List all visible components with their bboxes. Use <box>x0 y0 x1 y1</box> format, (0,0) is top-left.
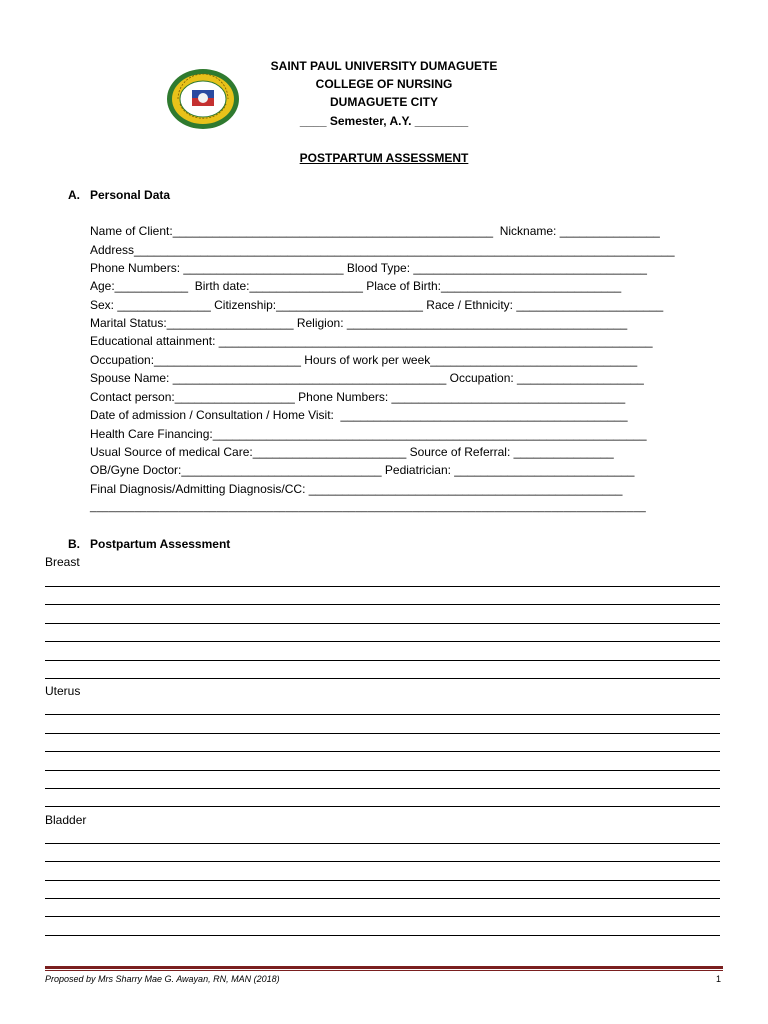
field-name-of-client[interactable]: Name of Client:________________________________________________ Nickname: _______________ <box>90 224 660 238</box>
uterus-line-5[interactable] <box>45 788 720 789</box>
field-spouse[interactable]: Spouse Name: _________________________________________ Occupation: ___________________ <box>90 371 644 385</box>
field-marital-religion[interactable]: Marital Status:___________________ Religion: __________________________________________ <box>90 316 628 330</box>
section-a-letter: A. <box>68 188 80 202</box>
field-address[interactable]: Address_________________________________________________________________________________ <box>90 243 675 257</box>
page-number: 1 <box>716 974 722 984</box>
uterus-line-1[interactable] <box>45 714 720 715</box>
field-sex-citizenship[interactable]: Sex: ______________ Citizenship:______________________ Race / Ethnicity: ______________________ <box>90 298 664 312</box>
field-medical-care-referral[interactable]: Usual Source of medical Care:_______________________ Source of Referral: _______________ <box>90 445 614 459</box>
field-contact-person[interactable]: Contact person:__________________ Phone Numbers: ___________________________________ <box>90 390 626 404</box>
uterus-line-3[interactable] <box>45 751 720 752</box>
footer-rule-thick <box>45 966 723 969</box>
footer-rule-thin <box>45 970 723 971</box>
bladder-line-3[interactable] <box>45 880 720 881</box>
form-title: POSTPARTUM ASSESSMENT <box>299 151 469 165</box>
uterus-line-4[interactable] <box>45 770 720 771</box>
breast-line-4[interactable] <box>45 641 720 642</box>
breast-line-2[interactable] <box>45 604 720 605</box>
breast-line-6[interactable] <box>45 678 720 679</box>
field-obgyne-pediatrician[interactable]: OB/Gyne Doctor:______________________________ Pediatrician: ___________________________ <box>90 463 635 477</box>
uterus-line-6[interactable] <box>45 806 720 807</box>
breast-line-1[interactable] <box>45 586 720 587</box>
subsection-uterus-label: Uterus <box>45 684 81 698</box>
subsection-bladder-label: Bladder <box>45 813 87 827</box>
field-phone-blood-type[interactable]: Phone Numbers: ________________________ Blood Type: ___________________________________ <box>90 261 647 275</box>
field-health-care-financing[interactable]: Health Care Financing:_________________________________________________________________ <box>90 427 647 441</box>
field-diagnosis-continued[interactable]: ________________________________________________________________________________________ <box>90 501 646 513</box>
section-a-title: Personal Data <box>90 188 171 202</box>
bladder-line-1[interactable] <box>45 843 720 844</box>
city-name: DUMAGUETE CITY <box>330 95 438 109</box>
breast-line-3[interactable] <box>45 623 720 624</box>
bladder-line-2[interactable] <box>45 861 720 862</box>
section-b-title: Postpartum Assessment <box>90 537 231 551</box>
university-name: SAINT PAUL UNIVERSITY DUMAGUETE <box>270 59 498 73</box>
subsection-breast-label: Breast <box>45 555 80 569</box>
college-name: COLLEGE OF NURSING <box>315 77 453 91</box>
section-b-letter: B. <box>68 537 80 551</box>
breast-line-5[interactable] <box>45 660 720 661</box>
field-date-of-admission[interactable]: Date of admission / Consultation / Home Visit: ___________________________________________ <box>90 408 628 422</box>
uterus-line-2[interactable] <box>45 733 720 734</box>
field-occupation-hours[interactable]: Occupation:______________________ Hours of work per week_______________________________ <box>90 353 638 367</box>
semester-line: ____ Semester, A.Y. ________ <box>299 114 469 128</box>
bladder-line-5[interactable] <box>45 916 720 917</box>
field-education[interactable]: Educational attainment: _________________________________________________________________ <box>90 334 653 348</box>
bladder-line-6[interactable] <box>45 935 720 936</box>
field-final-diagnosis[interactable]: Final Diagnosis/Admitting Diagnosis/CC: _______________________________________________ <box>90 482 623 496</box>
field-age-birth[interactable]: Age:___________ Birth date:_________________ Place of Birth:___________________________ <box>90 279 622 293</box>
footer-credit: Proposed by Mrs Sharry Mae G. Awayan, RN, MAN (2018) <box>45 974 280 984</box>
bladder-line-4[interactable] <box>45 898 720 899</box>
